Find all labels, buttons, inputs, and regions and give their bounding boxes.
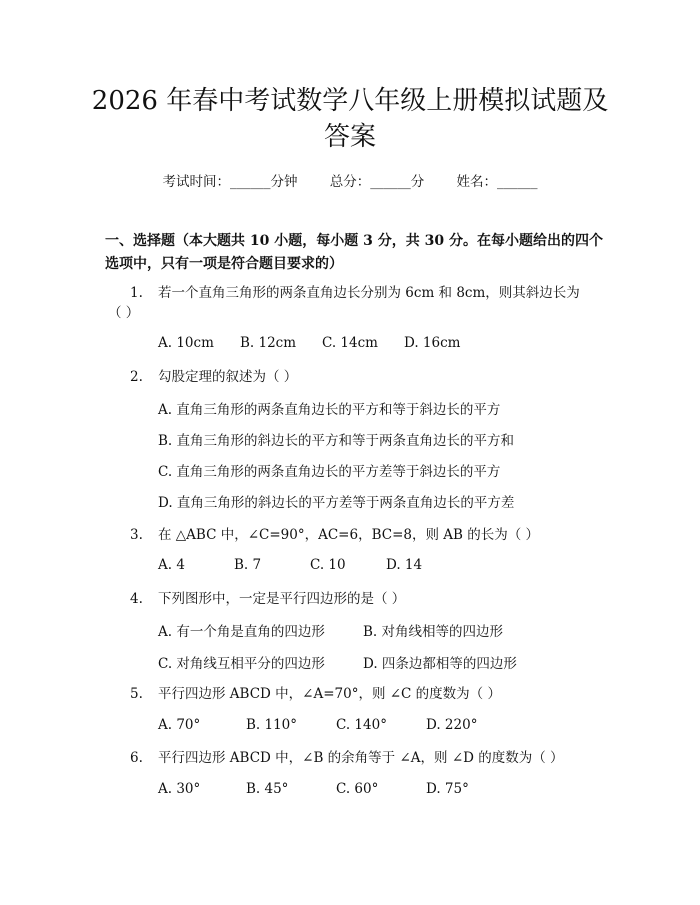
exam-time-field: 考试时间：______分钟 — [162, 174, 298, 190]
option-d: D. 14 — [386, 557, 423, 573]
option-a: A. 有一个角是直角的四边形 — [158, 624, 325, 640]
option-c: C. 直角三角形的两条直角边长的平方差等于斜边长的平方 — [158, 464, 501, 480]
question-text-cont: （ ） — [108, 305, 140, 321]
question-number: 6. — [130, 750, 143, 766]
option-b: B. 45° — [246, 781, 289, 797]
question-text: 勾股定理的叙述为（ ） — [158, 369, 298, 385]
section-header-line1: 一、选择题（本大题共 10 小题，每小题 3 分，共 30 分。在每小题给出的四个 — [105, 233, 603, 249]
option-d: D. 220° — [426, 717, 478, 733]
option-d: D. 四条边都相等的四边形 — [363, 656, 517, 672]
option-a: A. 直角三角形的两条直角边长的平方和等于斜边长的平方 — [158, 402, 501, 418]
option-b: B. 110° — [246, 717, 298, 733]
option-d: D. 75° — [426, 781, 469, 797]
question-number: 2. — [130, 369, 143, 385]
option-a: A. 10cm — [158, 335, 214, 351]
option-c: C. 140° — [336, 717, 387, 733]
section-header-line2: 选项中，只有一项是符合题目要求的） — [105, 256, 343, 272]
question-text: 若一个直角三角形的两条直角边长分别为 6cm 和 8cm，则其斜边长为 — [158, 285, 580, 301]
option-c: C. 10 — [310, 557, 346, 573]
question-text: 在 △ABC 中，∠C=90°，AC=6，BC=8，则 AB 的长为（ ） — [158, 527, 540, 543]
question-number: 5. — [130, 686, 143, 702]
question-number: 4. — [130, 591, 143, 607]
option-b: B. 12cm — [240, 335, 297, 351]
question-text: 下列图形中，一定是平行四边形的是（ ） — [158, 591, 406, 607]
option-a: A. 30° — [158, 781, 201, 797]
question-text: 平行四边形 ABCD 中，∠A=70°，则 ∠C 的度数为（ ） — [158, 686, 501, 702]
option-b: B. 7 — [234, 557, 262, 573]
section-header — [105, 230, 605, 276]
option-a: A. 4 — [158, 557, 185, 573]
option-b: B. 直角三角形的斜边长的平方和等于两条直角边长的平方和 — [158, 433, 515, 449]
page-title-line2: 答案 — [323, 122, 376, 152]
total-score-field: 总分：______分 — [329, 174, 425, 190]
option-d: D. 直角三角形的斜边长的平方差等于两条直角边长的平方差 — [158, 495, 515, 511]
option-c: C. 60° — [336, 781, 379, 797]
page-title-line1: 2026 年春中考试数学八年级上册模拟试题及 — [91, 86, 609, 116]
option-a: A. 70° — [158, 717, 201, 733]
student-name-field: 姓名：______ — [456, 174, 538, 190]
question-number: 3. — [130, 527, 143, 543]
question-number: 1. — [130, 285, 143, 301]
option-c: C. 14cm — [322, 335, 378, 351]
option-c: C. 对角线互相平分的四边形 — [158, 656, 325, 672]
question-text: 平行四边形 ABCD 中，∠B 的余角等于 ∠A，则 ∠D 的度数为（ ） — [158, 750, 564, 766]
option-d: D. 16cm — [404, 335, 461, 351]
option-b: B. 对角线相等的四边形 — [363, 624, 504, 640]
exam-info — [0, 170, 700, 190]
